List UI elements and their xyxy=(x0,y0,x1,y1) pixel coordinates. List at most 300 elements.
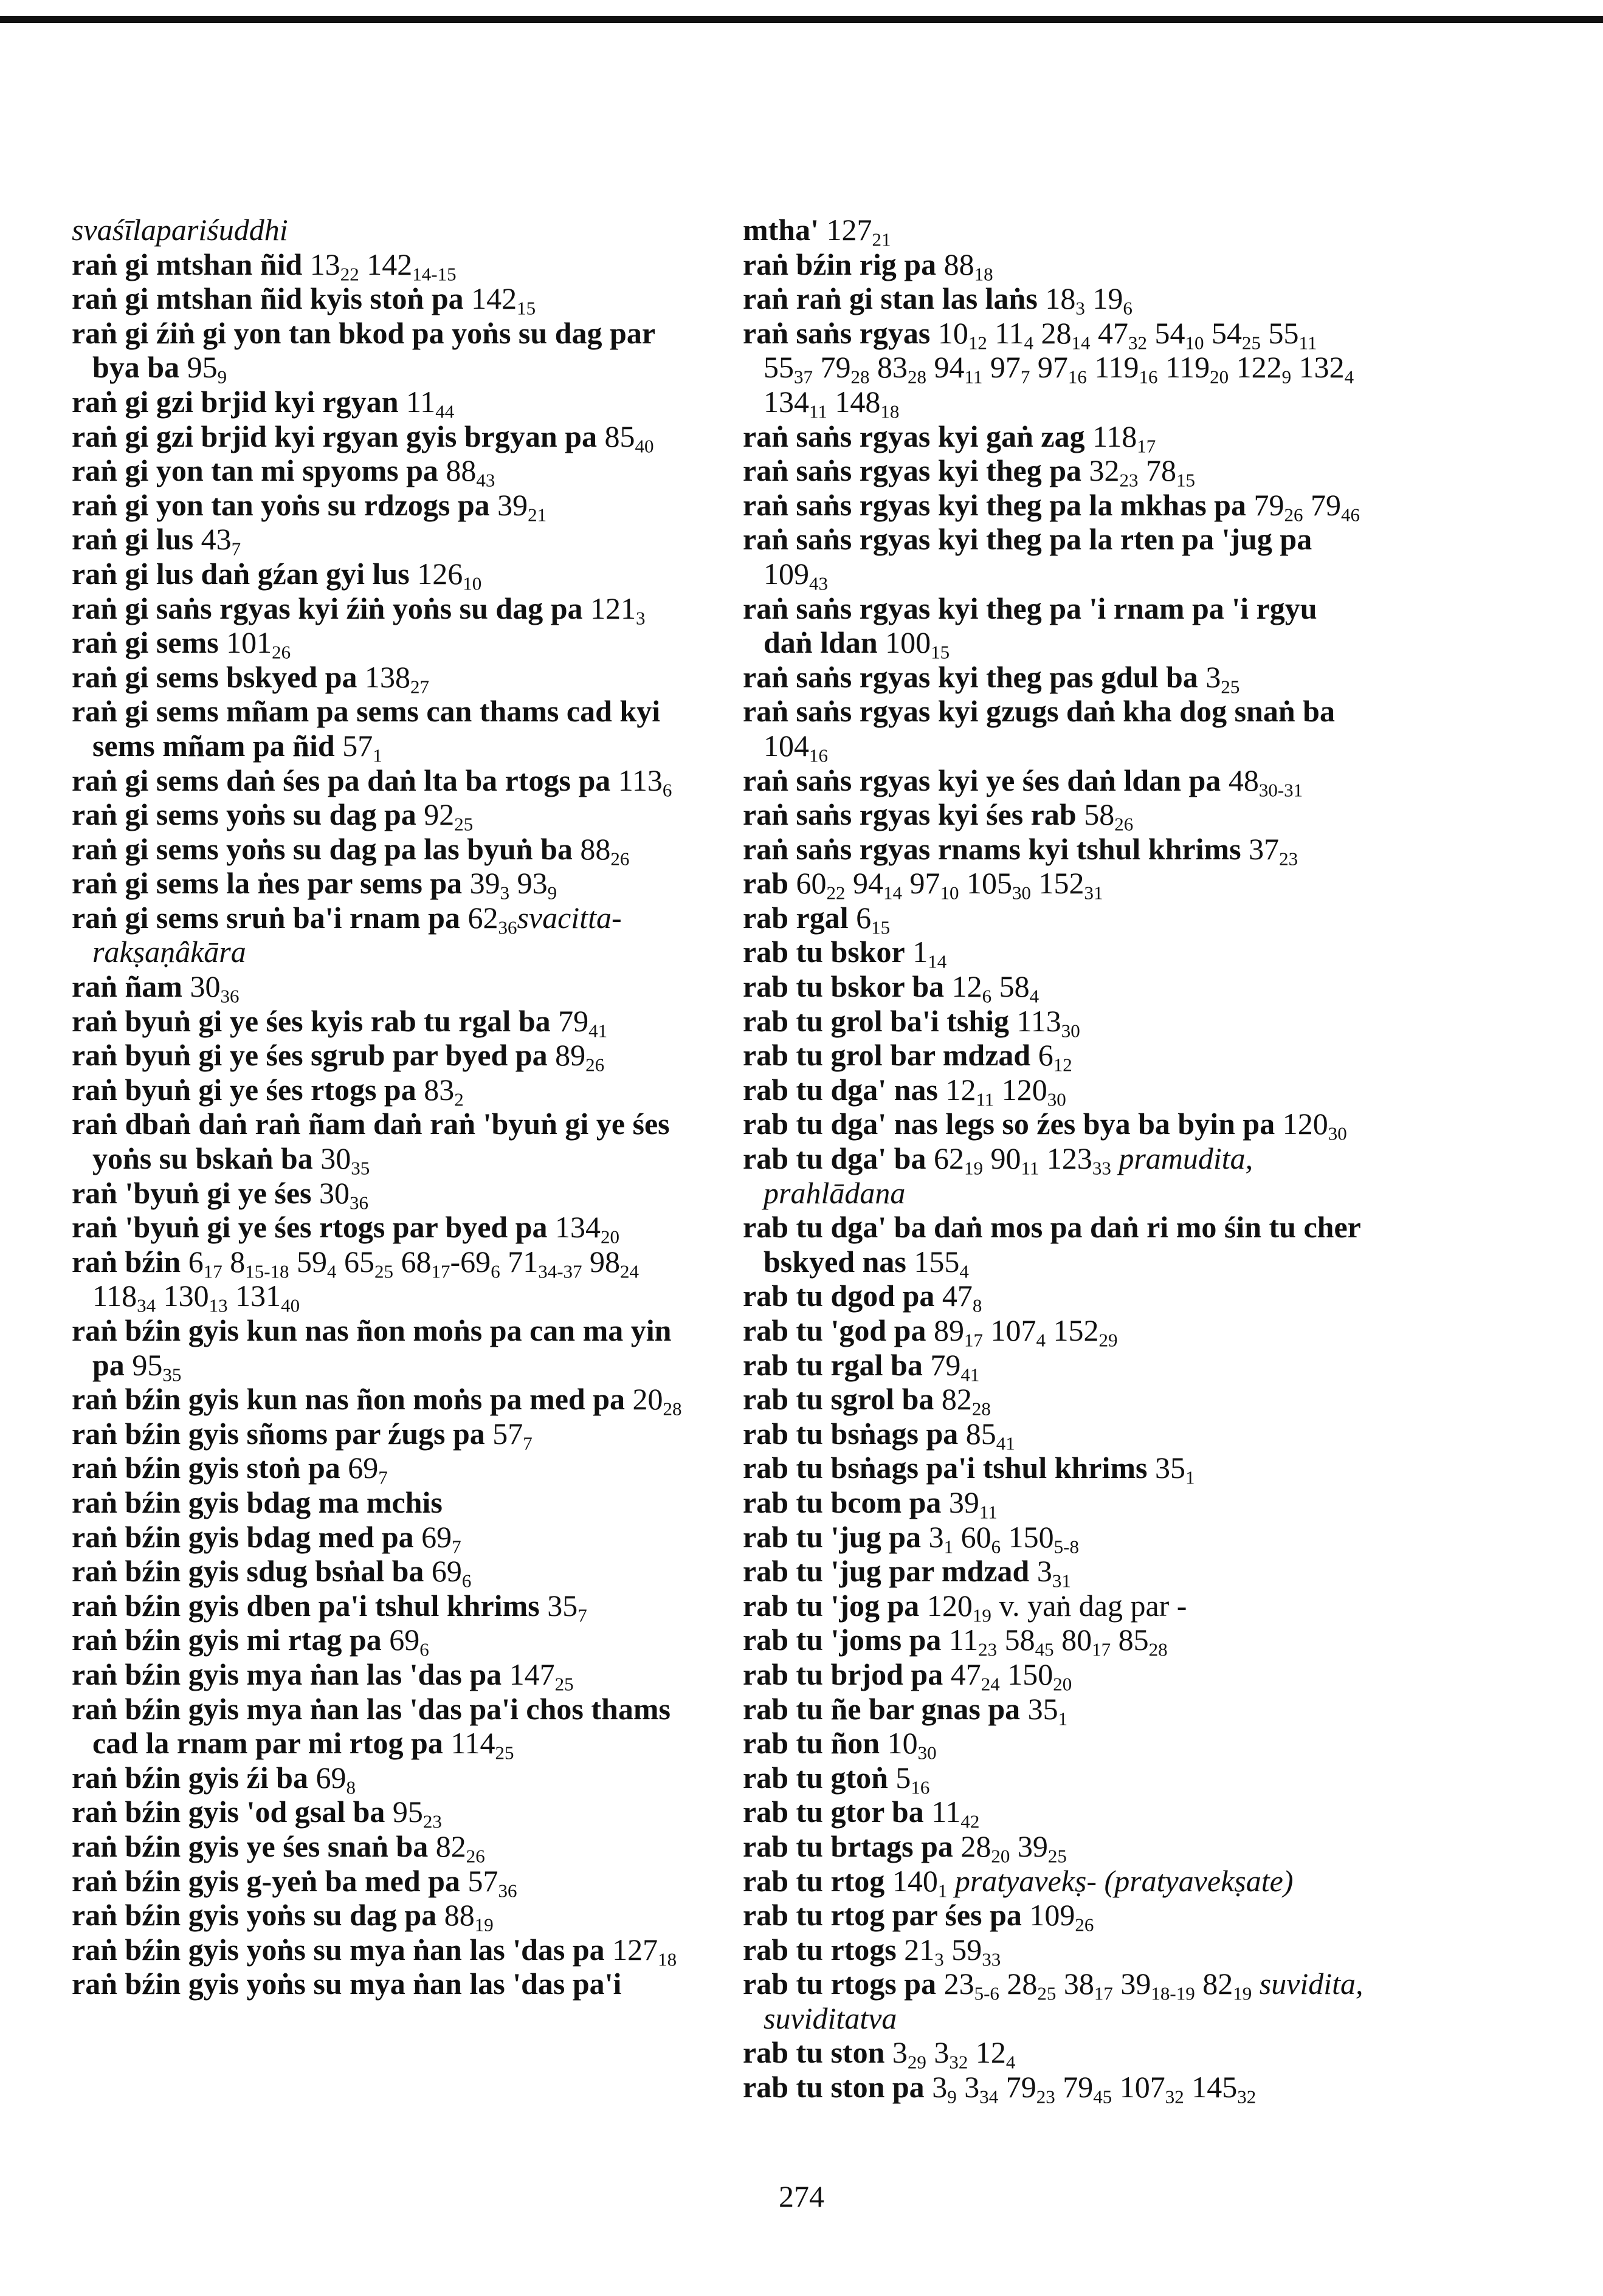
page-reference: 85 xyxy=(1111,1623,1149,1657)
page-reference: 113 xyxy=(1009,1003,1061,1038)
line-reference: 23 xyxy=(422,1810,442,1832)
index-entry xyxy=(72,1244,704,1316)
page-reference: 120 xyxy=(919,1588,973,1623)
line-reference: 3 xyxy=(500,882,510,904)
index-entry xyxy=(72,969,704,1007)
index-entry xyxy=(72,1451,704,1488)
line-reference: 20 xyxy=(1210,366,1229,388)
page-reference: 11 xyxy=(398,384,436,419)
index-entry xyxy=(743,591,1369,663)
entry-term: raṅ bźin gyis kun nas ñon moṅs pa can ma yin pa xyxy=(72,1313,672,1382)
entry-term: raṅ saṅs rgyas kyi theg pa la mkhas pa xyxy=(743,487,1246,522)
index-entry xyxy=(743,522,1369,594)
line-reference: 40 xyxy=(281,1294,300,1316)
index-entry xyxy=(743,1657,1369,1695)
index-entry xyxy=(743,1829,1369,1867)
entry-term: rab tu rgal ba xyxy=(743,1347,923,1382)
page-reference: 95 xyxy=(124,1347,163,1382)
line-reference: 43 xyxy=(476,469,495,491)
line-reference: 15 xyxy=(931,641,950,663)
index-entry xyxy=(72,694,704,766)
line-reference: 26 xyxy=(1075,1914,1094,1936)
page-reference: 94 xyxy=(926,350,965,385)
page-reference: 140 xyxy=(884,1863,938,1898)
page-reference: 58 xyxy=(991,969,1030,1004)
entry-term: raṅ byuṅ gi ye śes sgrub par byed pa xyxy=(72,1038,548,1073)
index-entry xyxy=(743,1072,1369,1110)
entry-term: raṅ saṅs rgyas rnams kyi tshul khrims xyxy=(743,831,1241,866)
line-reference: 25 xyxy=(495,1742,514,1764)
page-reference: 85 xyxy=(958,1416,996,1451)
page-reference: 152 xyxy=(1031,866,1084,901)
line-reference: 9 xyxy=(1281,366,1292,388)
index-entry xyxy=(72,315,704,388)
page-reference: 113 xyxy=(610,763,663,797)
line-reference: 16 xyxy=(809,744,828,766)
line-reference: 12 xyxy=(968,332,987,354)
index-entry xyxy=(72,1210,704,1248)
index-entry xyxy=(72,832,704,867)
line-reference: 23 xyxy=(1119,469,1139,491)
index-entry xyxy=(72,487,704,526)
line-reference: 4 xyxy=(327,1260,337,1282)
page-reference: 30 xyxy=(311,1175,350,1210)
line-reference: 17 xyxy=(964,1329,983,1351)
entry-term: rab tu ston xyxy=(743,2035,885,2070)
page-reference: 55 xyxy=(764,350,794,385)
line-reference: 36 xyxy=(220,985,240,1007)
entry-term: raṅ gi sems yoṅs su dag pa xyxy=(72,797,416,832)
entry-term: raṅ raṅ gi stan las laṅs xyxy=(743,281,1038,316)
index-entry xyxy=(743,1932,1369,1970)
entry-term: rab tu brjod pa xyxy=(743,1657,943,1691)
entry-term: rab tu grol ba'i tshig xyxy=(743,1003,1010,1038)
entry-term: raṅ bźin gyis dben pa'i tshul khrims xyxy=(72,1588,540,1623)
page-reference: 119 xyxy=(1086,350,1139,385)
entry-term: rab tu dga' nas xyxy=(743,1072,938,1107)
index-entry xyxy=(743,1485,1369,1523)
page-reference: 138 xyxy=(357,659,411,694)
entry-term: raṅ saṅs rgyas kyi gaṅ zag xyxy=(743,419,1085,453)
page-reference: 79 xyxy=(998,2070,1036,2105)
entry-term: raṅ gi yon tan mi spyoms pa xyxy=(72,453,438,488)
page-reference: 21 xyxy=(896,1932,935,1967)
page-reference: 100 xyxy=(877,625,931,660)
line-reference: 6 xyxy=(491,1260,500,1282)
entry-term: raṅ bźin gyis ye śes snaṅ ba xyxy=(72,1829,429,1863)
index-entry xyxy=(743,1898,1369,1936)
top-rule xyxy=(0,16,1603,23)
entry-term: raṅ 'byuṅ gi ye śes xyxy=(72,1175,312,1210)
line-reference: 6 xyxy=(991,1535,1001,1557)
index-entry xyxy=(72,866,704,904)
entry-term: rab tu rtogs pa xyxy=(743,1967,937,2001)
line-reference: 21 xyxy=(872,229,891,250)
entry-term: rab tu bcom pa xyxy=(743,1485,942,1519)
page-reference: 28 xyxy=(999,1967,1038,2001)
line-reference: 30 xyxy=(1047,1088,1066,1110)
entry-term: rab tu rtog xyxy=(743,1863,885,1898)
index-entry xyxy=(743,1795,1369,1832)
index-entry xyxy=(72,556,704,594)
page-reference: 79 xyxy=(922,1347,961,1382)
entry-term: raṅ saṅs rgyas kyi theg pa 'i rnam pa 'i rgyu daṅ ldan xyxy=(743,591,1317,660)
index-entry xyxy=(743,797,1369,835)
line-reference: 16 xyxy=(911,1776,930,1798)
index-entry xyxy=(72,1691,704,1764)
line-reference: 7 xyxy=(452,1535,461,1557)
page-reference: 59 xyxy=(943,1932,982,1967)
line-reference: 36 xyxy=(350,1191,369,1213)
line-reference: 27 xyxy=(410,676,430,698)
line-reference: 3 xyxy=(934,1948,944,1970)
page-reference: 3 xyxy=(921,1519,944,1554)
index-entry xyxy=(72,1932,704,1970)
page-reference: 55 xyxy=(1261,315,1299,350)
index-entry xyxy=(743,453,1369,491)
entry-term: rab tu bskor ba xyxy=(743,969,945,1004)
page-reference: 30 xyxy=(312,1141,351,1176)
page-reference: 78 xyxy=(1138,453,1177,488)
index-entry xyxy=(743,694,1369,766)
line-reference: 32 xyxy=(949,2051,968,2073)
index-entry xyxy=(743,1623,1369,1660)
line-reference: 1 xyxy=(1058,1707,1068,1729)
page-reference: 3 xyxy=(924,2070,948,2105)
entry-term: raṅ saṅs rgyas kyi śes rab xyxy=(743,797,1077,832)
line-reference: 32 xyxy=(1237,2086,1257,2108)
index-entry xyxy=(72,591,704,626)
page-reference: 118 xyxy=(92,1279,137,1313)
index-entry xyxy=(743,1348,1369,1383)
page-reference: 35 xyxy=(539,1588,578,1623)
page-reference: 59 xyxy=(289,1244,328,1279)
page-reference: 39 xyxy=(941,1485,979,1519)
page-reference: 92 xyxy=(416,797,455,832)
line-reference: 14 xyxy=(928,950,947,972)
page-reference: 3 xyxy=(956,2070,980,2105)
page-reference: 32 xyxy=(1081,453,1120,488)
line-reference: 25 xyxy=(454,813,474,835)
index-entry xyxy=(743,1588,1369,1626)
entry-term: raṅ gi sems daṅ śes pa daṅ lta ba rtogs pa xyxy=(72,763,611,797)
entry-term: raṅ gi sems xyxy=(72,625,219,660)
entry-term: raṅ bźin gyis mya ṅan las 'das pa xyxy=(72,1657,502,1691)
index-entry xyxy=(72,1176,704,1211)
entry-term: rab tu brtags pa xyxy=(743,1829,953,1863)
index-entry xyxy=(72,1072,704,1110)
line-reference: 4 xyxy=(1029,985,1039,1007)
page-reference: 97 xyxy=(982,350,1021,385)
page-reference: 109 xyxy=(1021,1898,1075,1933)
page-reference: 62 xyxy=(926,1141,964,1176)
page-reference: 69 xyxy=(413,1519,452,1554)
page-reference: 80 xyxy=(1053,1623,1092,1657)
page-reference: 69 xyxy=(424,1554,462,1589)
entry-term: raṅ gi lus xyxy=(72,522,194,557)
entry-term: raṅ gi sems la ṅes par sems pa xyxy=(72,866,463,901)
index-entry xyxy=(743,935,1369,972)
page-reference: 142 xyxy=(359,247,413,281)
page-reference: 79 xyxy=(550,1003,589,1038)
entry-term: raṅ bźin gyis sñoms par źugs pa xyxy=(72,1416,485,1451)
line-reference: 3 xyxy=(1075,297,1085,319)
line-reference: 15-18 xyxy=(245,1260,289,1282)
entry-term: raṅ gi sems bskyed pa xyxy=(72,659,357,694)
line-reference: 15 xyxy=(517,297,536,319)
index-entry xyxy=(743,281,1369,319)
page-reference: 69 xyxy=(340,1451,379,1485)
page-reference: 58 xyxy=(997,1623,1035,1657)
entry-term: rab tu bsṅags pa xyxy=(743,1416,959,1451)
line-reference: 22 xyxy=(826,882,846,904)
line-reference: 30 xyxy=(1012,882,1031,904)
line-reference: 19 xyxy=(1233,1982,1252,2004)
index-entry xyxy=(72,625,704,663)
entry-term: raṅ saṅs rgyas kyi ye śes daṅ ldan pa xyxy=(743,763,1221,797)
page-reference: 35 xyxy=(1147,1451,1186,1485)
line-reference: 28 xyxy=(663,1398,682,1420)
entry-term: raṅ bźin gyis sdug bsṅal ba xyxy=(72,1554,424,1589)
page-reference: 37 xyxy=(1241,831,1280,866)
index-entry xyxy=(72,522,704,560)
page-reference: 127 xyxy=(604,1932,658,1967)
line-reference: 11 xyxy=(976,1088,995,1110)
entry-term: raṅ bźin gyis g-yeṅ ba med pa xyxy=(72,1863,460,1898)
page-reference: 10 xyxy=(930,315,968,350)
line-reference: 16 xyxy=(1139,366,1158,388)
page-reference: 93 xyxy=(509,866,548,901)
line-reference: 3 xyxy=(636,607,646,628)
line-reference: 11 xyxy=(1021,1157,1039,1179)
line-reference: 18-19 xyxy=(1151,1982,1195,2004)
index-entry xyxy=(743,1279,1369,1316)
line-reference: 17 xyxy=(203,1260,222,1282)
page-reference: 130 xyxy=(156,1279,209,1313)
page-reference: 127 xyxy=(819,213,872,247)
index-entry xyxy=(743,1760,1369,1798)
line-reference: 29 xyxy=(1098,1329,1118,1351)
line-reference: 14 xyxy=(883,882,902,904)
line-reference: 8 xyxy=(972,1294,982,1316)
line-reference: 33 xyxy=(1092,1157,1111,1179)
page-reference: 57 xyxy=(334,728,373,763)
page-reference: 54 xyxy=(1147,315,1185,350)
entry-term: raṅ bźin gyis 'od gsal ba xyxy=(72,1795,385,1829)
line-reference: 24 xyxy=(620,1260,639,1282)
entry-term: raṅ bźin gyis kun nas ñon moṅs pa med pa xyxy=(72,1382,626,1417)
index-column-right xyxy=(743,213,1369,2108)
entry-term: raṅ dbaṅ daṅ raṅ ñam daṅ raṅ 'byuṅ gi ye śes yoṅs su bskaṅ ba xyxy=(72,1107,670,1176)
page-reference: 98 xyxy=(582,1244,621,1279)
line-reference: 11 xyxy=(1298,332,1317,354)
line-reference: 31 xyxy=(1052,1570,1071,1592)
line-reference: 32 xyxy=(1128,332,1148,354)
page-reference: 88 xyxy=(936,247,974,281)
entry-term: raṅ bźin gyis mi rtag pa xyxy=(72,1623,382,1657)
entry-term: raṅ gi mtshan ñid kyis stoṅ pa xyxy=(72,281,464,316)
page-reference: 8 xyxy=(222,1244,246,1279)
entry-term: rab tu dga' ba daṅ mos pa daṅ ri mo śin tu cher bskyed nas xyxy=(743,1210,1360,1279)
page-reference: 88 xyxy=(436,1898,475,1933)
page-reference: 147 xyxy=(502,1657,555,1691)
page-reference: 119 xyxy=(1157,350,1210,385)
line-reference: 30 xyxy=(917,1742,937,1764)
line-reference: 20 xyxy=(1053,1673,1072,1695)
page-reference: 97 xyxy=(902,866,940,901)
page-reference: 39 xyxy=(1010,1829,1048,1863)
index-entry xyxy=(743,487,1369,526)
entry-term: rab tu sgrol ba xyxy=(743,1382,934,1417)
page-reference: 39 xyxy=(489,487,528,522)
index-entry xyxy=(72,1760,704,1798)
index-entry xyxy=(72,1657,704,1695)
line-reference: 45 xyxy=(1093,2086,1112,2108)
line-reference: 34 xyxy=(137,1294,156,1316)
entry-term: raṅ bźin gyis bdag ma mchis xyxy=(72,1485,443,1519)
index-entry xyxy=(743,2070,1369,2108)
entry-term: raṅ ñam xyxy=(72,969,182,1004)
entry-term: rab tu dgod pa xyxy=(743,1279,935,1313)
line-reference: 7 xyxy=(523,1432,533,1454)
index-entry xyxy=(72,213,704,247)
line-reference: 10 xyxy=(1185,332,1204,354)
entry-term: raṅ gi sems mñam pa sems can thams cad kyi sems mñam pa ñid xyxy=(72,694,661,763)
page-reference: 3 xyxy=(1198,659,1221,694)
index-entry xyxy=(743,315,1369,422)
page-reference: 109 xyxy=(764,556,809,591)
entry-term: raṅ gi mtshan ñid xyxy=(72,247,303,281)
line-reference: 17 xyxy=(431,1260,450,1282)
line-reference: 7 xyxy=(231,538,241,560)
entry-term: rab tu rtogs xyxy=(743,1932,897,1967)
index-entry xyxy=(743,763,1369,798)
page-reference: 11 xyxy=(941,1623,979,1657)
entry-term: rab tu bskor xyxy=(743,935,905,969)
line-reference: 35 xyxy=(162,1363,182,1385)
page-reference: 12 xyxy=(944,969,982,1004)
line-reference: 9 xyxy=(947,2086,957,2108)
line-reference: 28 xyxy=(1148,1638,1168,1660)
page-reference: -69 xyxy=(450,1244,491,1279)
entry-term: rab tu dga' nas legs so źes bya ba byin pa xyxy=(743,1107,1275,1141)
page-reference: 6 xyxy=(1030,1038,1053,1073)
line-reference: 45 xyxy=(1035,1638,1054,1660)
page-reference: 47 xyxy=(1090,315,1129,350)
entry-term: raṅ bźin gyis yoṅs su mya ṅan las 'das pa'i xyxy=(72,1967,622,2001)
line-reference: 25 xyxy=(1221,676,1240,698)
entry-term: rab tu ñe bar gnas pa xyxy=(743,1691,1021,1726)
page-reference: 134 xyxy=(764,384,809,419)
page-reference: 95 xyxy=(385,1795,423,1829)
sanskrit-equivalent: pratyavekṣ- (pratyavekṣate) xyxy=(947,1863,1294,1898)
page-reference: 3 xyxy=(1029,1554,1052,1589)
page-reference: 23 xyxy=(936,1967,974,2001)
index-entry xyxy=(743,1004,1369,1039)
line-reference: 10 xyxy=(940,882,959,904)
index-entry xyxy=(743,1416,1369,1454)
page-reference: 54 xyxy=(1204,315,1243,350)
entry-term: rab tu ston pa xyxy=(743,2070,925,2105)
entry-term: raṅ byuṅ gi ye śes rtogs pa xyxy=(72,1072,416,1107)
index-entry xyxy=(72,1864,704,1899)
page-reference: 12 xyxy=(968,2035,1006,2070)
line-reference: 7 xyxy=(378,1466,388,1488)
index-entry xyxy=(743,832,1369,867)
page-reference: 107 xyxy=(1112,2070,1165,2105)
line-reference: 46 xyxy=(1340,504,1360,526)
line-reference: 22 xyxy=(340,263,359,284)
line-reference: 33 xyxy=(982,1948,1001,1970)
page-reference: 28 xyxy=(1033,315,1072,350)
page-reference: 28 xyxy=(953,1829,991,1863)
page-reference: 82 xyxy=(934,1382,972,1417)
entry-term: raṅ bźin gyis yoṅs su dag pa xyxy=(72,1898,437,1933)
entry-term: raṅ bźin gyis bdag med pa xyxy=(72,1519,414,1554)
page-reference: 123 xyxy=(1039,1141,1092,1176)
page-reference: 105 xyxy=(959,866,1012,901)
page-reference: 6 xyxy=(181,1244,204,1279)
page-reference: 83 xyxy=(869,350,908,385)
index-entry xyxy=(743,1864,1369,1899)
index-entry xyxy=(72,1313,704,1385)
line-reference: 14 xyxy=(1071,332,1091,354)
index-entry xyxy=(72,1554,704,1592)
index-entry xyxy=(72,763,704,798)
index-entry xyxy=(743,419,1369,454)
index-entry xyxy=(72,1004,704,1039)
index-entry xyxy=(72,247,704,282)
page-reference: 150 xyxy=(999,1657,1053,1691)
line-reference: 25 xyxy=(374,1260,394,1282)
line-reference: 10 xyxy=(463,572,482,594)
page-reference: 60 xyxy=(953,1519,991,1554)
line-reference: 43 xyxy=(809,572,828,594)
line-reference: 26 xyxy=(466,1845,485,1867)
line-reference: 4 xyxy=(959,1260,969,1282)
index-entry xyxy=(743,969,1369,1007)
page-reference: 69 xyxy=(308,1760,346,1795)
line-reference: 9 xyxy=(547,882,557,904)
line-reference: 36 xyxy=(498,916,517,938)
page-reference: 120 xyxy=(1275,1107,1328,1141)
line-reference: 18 xyxy=(974,263,993,284)
index-entry xyxy=(72,1898,704,1936)
index-entry xyxy=(743,1726,1369,1764)
line-reference: 14-15 xyxy=(412,263,457,284)
entry-term: raṅ 'byuṅ gi ye śes rtogs par byed pa xyxy=(72,1210,548,1245)
index-entry xyxy=(72,419,704,454)
line-reference: 12 xyxy=(1053,1054,1072,1076)
index-entry xyxy=(72,1829,704,1867)
index-entry xyxy=(72,1967,704,2001)
page-reference: 83 xyxy=(416,1072,455,1107)
line-reference: 6 xyxy=(461,1570,472,1592)
line-reference: 28 xyxy=(908,366,926,388)
page-reference: 62 xyxy=(460,900,498,935)
page-reference: 79 xyxy=(1303,487,1341,522)
line-reference: 11 xyxy=(809,400,827,422)
entry-term: raṅ saṅs rgyas xyxy=(743,315,931,350)
line-reference: 26 xyxy=(272,641,291,663)
line-reference: 26 xyxy=(610,847,630,869)
index-entry xyxy=(743,1520,1369,1555)
line-reference: 25 xyxy=(554,1673,574,1695)
index-entry xyxy=(743,1554,1369,1592)
index-entry xyxy=(72,1038,704,1076)
line-reference: 28 xyxy=(971,1398,991,1420)
line-reference: 15 xyxy=(871,916,891,938)
